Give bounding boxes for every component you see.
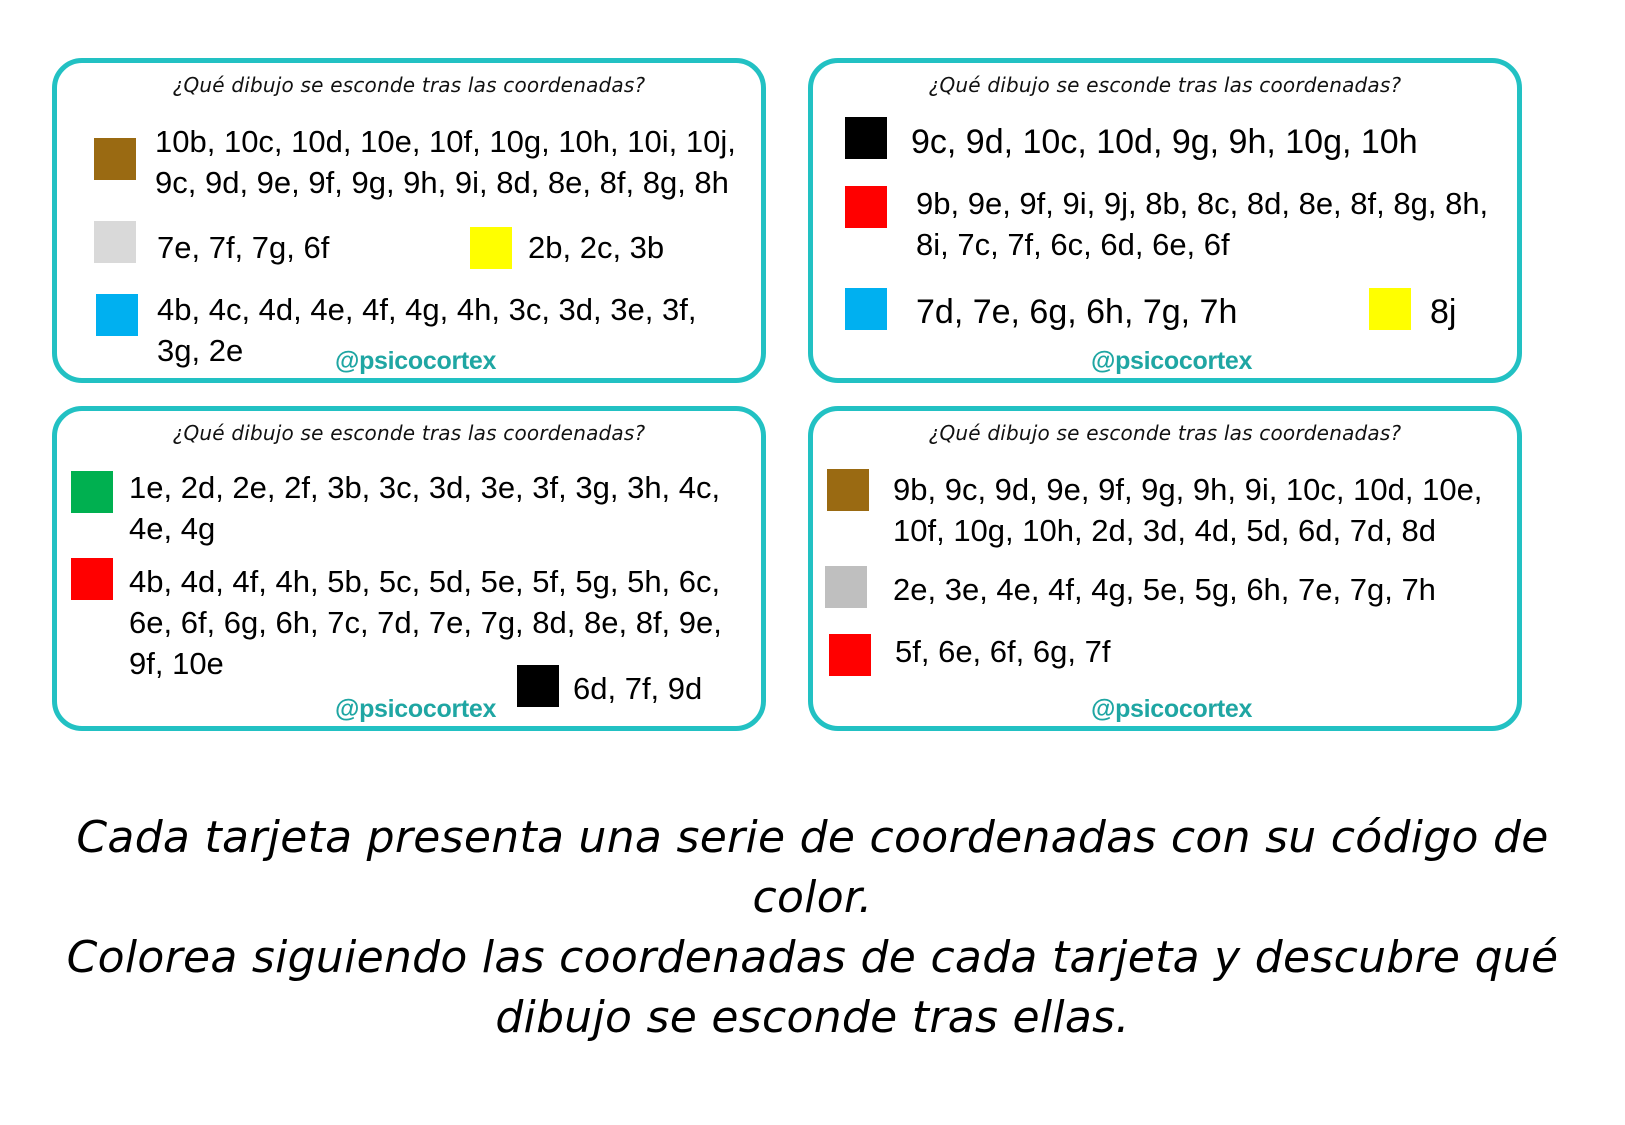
- color-swatch-black: [845, 117, 887, 159]
- card-title: ¿Qué dibujo se esconde tras las coordenadas?: [172, 73, 646, 97]
- card-title: ¿Qué dibujo se esconde tras las coordenadas?: [928, 421, 1402, 445]
- color-swatch-brown: [94, 138, 136, 180]
- color-swatch-gray: [825, 566, 867, 608]
- coordinate-list: 4b, 4d, 4f, 4h, 5b, 5c, 5d, 5e, 5f, 5g, 5h, 6c, 6e, 6f, 6g, 6h, 7c, 7d, 7e, 7g, 8d, 8e, 8f, 9e, 9f, 10e: [129, 564, 722, 681]
- card-title: ¿Qué dibujo se esconde tras las coordenadas?: [172, 421, 646, 445]
- color-swatch-yellow: [470, 227, 512, 269]
- instructions: [60, 808, 1565, 1048]
- coordinate-list: 10b, 10c, 10d, 10e, 10f, 10g, 10h, 10i, 10j, 9c, 9d, 9e, 9f, 9g, 9h, 9i, 8d, 8e, 8f, 8g, 8h: [155, 124, 736, 200]
- color-swatch-red: [845, 186, 887, 228]
- color-swatch-brown: [827, 469, 869, 511]
- color-swatch-green: [71, 471, 113, 513]
- coordinate-list: 2e, 3e, 4e, 4f, 4g, 5e, 5g, 6h, 7e, 7g, 7h: [893, 572, 1436, 607]
- coordinate-card-4: [808, 406, 1522, 731]
- instructions-line-1: Cada tarjeta presenta una serie de coordenadas con su código de color.: [76, 812, 1549, 923]
- coordinate-list: 1e, 2d, 2e, 2f, 3b, 3c, 3d, 3e, 3f, 3g, 3h, 4c, 4e, 4g: [129, 470, 721, 546]
- coordinate-list: 7d, 7e, 6g, 6h, 7g, 7h: [916, 293, 1238, 331]
- brand-handle: @psicocortex: [1091, 695, 1253, 723]
- color-swatch-light-gray: [94, 221, 136, 263]
- coordinate-card-1: [52, 58, 766, 383]
- coordinate-card-3: [52, 406, 766, 731]
- coordinate-list: 8j: [1430, 293, 1457, 331]
- brand-handle: @psicocortex: [335, 695, 497, 723]
- brand-handle: @psicocortex: [335, 347, 497, 375]
- coordinate-list: 5f, 6e, 6f, 6g, 7f: [895, 634, 1111, 669]
- color-swatch-red: [71, 558, 113, 600]
- coordinate-list: 7e, 7f, 7g, 6f: [157, 230, 330, 265]
- coordinate-list: 4b, 4c, 4d, 4e, 4f, 4g, 4h, 3c, 3d, 3e, 3f, 3g, 2e: [157, 292, 697, 368]
- card-title: ¿Qué dibujo se esconde tras las coordenadas?: [928, 73, 1402, 97]
- coordinate-list: 2b, 2c, 3b: [528, 230, 665, 265]
- coordinate-list: 9b, 9e, 9f, 9i, 9j, 8b, 8c, 8d, 8e, 8f, 8g, 8h, 8i, 7c, 7f, 6c, 6d, 6e, 6f: [916, 186, 1489, 262]
- color-swatch-black: [517, 665, 559, 707]
- coordinate-list: 9b, 9c, 9d, 9e, 9f, 9g, 9h, 9i, 10c, 10d, 10e, 10f, 10g, 10h, 2d, 3d, 4d, 5d, 6d, 7d, 8d: [893, 472, 1483, 548]
- coordinate-list: 6d, 7f, 9d: [573, 671, 703, 706]
- coordinate-list: 9c, 9d, 10c, 10d, 9g, 9h, 10g, 10h: [911, 123, 1418, 161]
- color-swatch-blue: [96, 294, 138, 336]
- color-swatch-blue: [845, 288, 887, 330]
- color-swatch-yellow: [1369, 288, 1411, 330]
- instructions-line-2: Colorea siguiendo las coordenadas de cada tarjeta y descubre qué dibujo se esconde tras ellas.: [66, 932, 1559, 1043]
- brand-handle: @psicocortex: [1091, 347, 1253, 375]
- coordinate-card-2: [808, 58, 1522, 383]
- color-swatch-red: [829, 634, 871, 676]
